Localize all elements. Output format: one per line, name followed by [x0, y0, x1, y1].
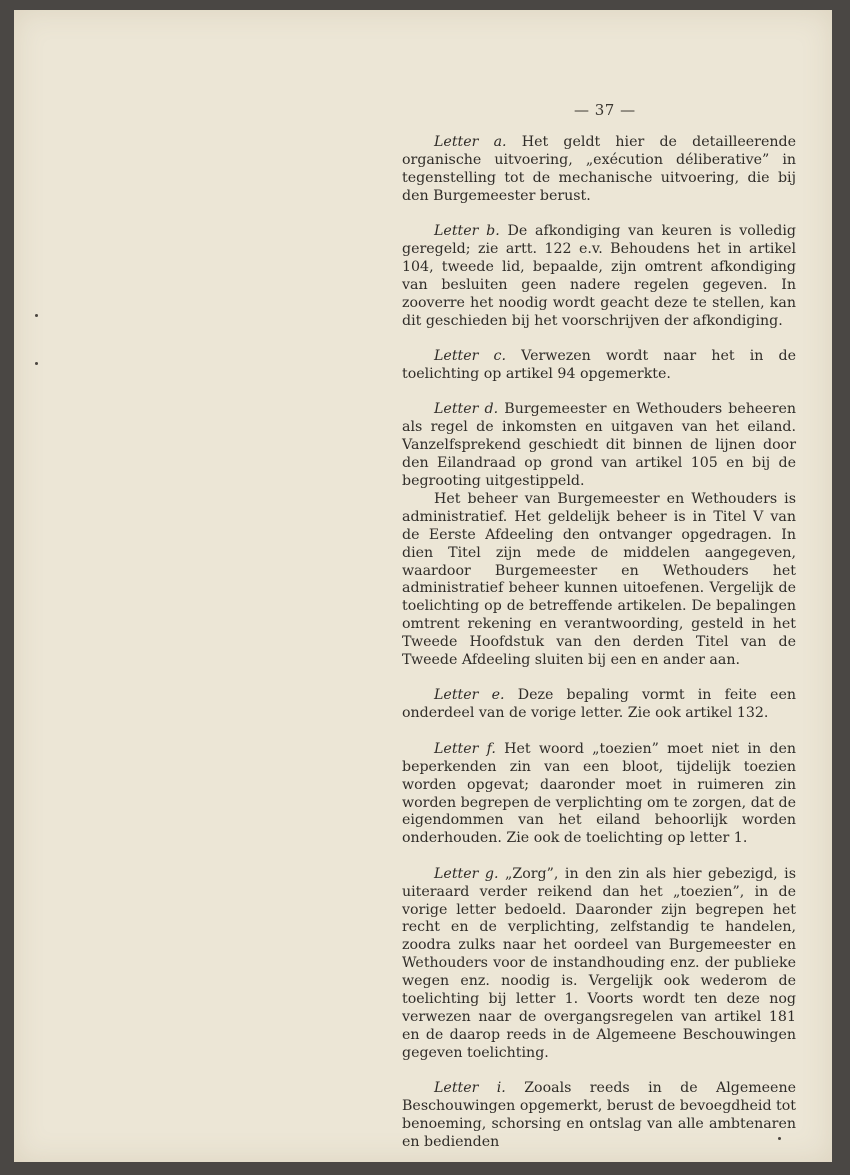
margin-speck [778, 1137, 781, 1140]
body-text [402, 134, 796, 1153]
paragraph-label: Letter a. [434, 134, 507, 150]
paragraph-letter-d-continued [402, 491, 796, 670]
paragraph-label: Letter i. [434, 1080, 506, 1097]
paragraph-text: Deze bepaling vormt in feite een onderdeel van de vorige letter. Zie ook artikel 132. [402, 687, 796, 722]
paragraph-letter-f [402, 741, 796, 848]
margin-speck [35, 362, 38, 365]
margin-speck [35, 314, 38, 317]
paragraph-text: Het woord „toezien” moet niet in den beperkenden zin van een bloot, tijdelijk toezien worden opgevat; daaronder moet in ruimeren zin worden begrepen de verplichting om te zorgen, dat de eigendommen van het eiland behoorlijk worden onderhouden. Zie ook de toelichting op letter 1. [402, 740, 796, 847]
paragraph-letter-b [402, 223, 796, 330]
paragraph-text: Het beheer van Burgemeester en Wethouders is administratief. Het geldelijk beheer is in Titel V van de Eerste Afdeeling den ontvanger opgedragen. In dien Titel zijn mede de middelen aangegeven, waardoor Burgemeester en Wethouders het administratief beheer kunnen uitoefenen. Vergelijk de toelichting op de betreffende artikelen. De bepalingen omtrent rekening en verantwoording, gesteld in het Tweede Hoofdstuk van den derden Titel van de Tweede Afdeeling sluiten bij een en ander aan. [402, 490, 796, 669]
paragraph-text: Het geldt hier de detailleerende organische uitvoering, „exécution déliberative” in tegenstelling tot de mechanische uitvoering, die bij den Burgemeester berust. [402, 134, 796, 204]
paragraph-label: Letter d. [434, 401, 499, 418]
paragraph-label: Letter f. [434, 740, 496, 757]
paragraph-letter-c [402, 348, 796, 384]
paragraph-text: De afkondiging van keuren is volledig geregeld; zie artt. 122 e.v. Behoudens het in artikel 104, tweede lid, bepaalde, zijn omtrent afkondiging van besluiten geen nadere regelen gegeven. In zooverre het noodig wordt geacht deze te stellen, kan dit geschieden bij het voorschrijven der afkondiging. [402, 223, 797, 329]
paragraph-text: Zooals reeds in de Algemeene Beschouwingen opgemerkt, berust de bevoegdheid tot benoeming, schorsing en ontslag van alle ambtenaren en bedienden [402, 1080, 796, 1150]
paragraph-letter-a [402, 134, 796, 206]
paragraph-letter-e [402, 687, 796, 723]
paragraph-letter-d [402, 401, 796, 491]
paragraph-label: Letter c. [434, 348, 506, 365]
paragraph-letter-g [402, 866, 796, 1063]
paragraph-text: „Zorg”, in den zin als hier gebezigd, is uiteraard verder reikend dan het „toezien”, in de vorige letter bedoeld. Daaronder zijn begrepen het recht en de verplichting, zelfstandig te handelen, zoodra zulks naar het oordeel van Burgemeester en Wethouders voor de instandhouding enz. der publieke wegen enz. noodig is. Vergelijk ook wederom de toelichting bij letter 1. Voorts wordt ten deze nog verwezen naar de overgangsregelen van artikel 181 en de daarop reeds in de Algemeene Beschouwingen gegeven toelichting. [402, 865, 796, 1061]
document-page [14, 10, 832, 1162]
paragraph-label: Letter g. [434, 865, 499, 882]
paragraph-text: Burgemeester en Wethouders beheeren als regel de inkomsten en uitgaven van het eiland. Vanzelfsprekend geschiedt dit binnen de lijnen door den Eilandraad op grond van artikel 105 en bij de begrooting uitgestippeld. [402, 401, 797, 489]
paragraph-letter-i [402, 1080, 796, 1152]
paragraph-label: Letter b. [434, 223, 500, 240]
paragraph-label: Letter e. [434, 687, 505, 704]
page-number: — 37 — [574, 101, 636, 119]
paragraph-text: Verwezen wordt naar het in de toelichting op artikel 94 opgemerkte. [402, 348, 796, 382]
